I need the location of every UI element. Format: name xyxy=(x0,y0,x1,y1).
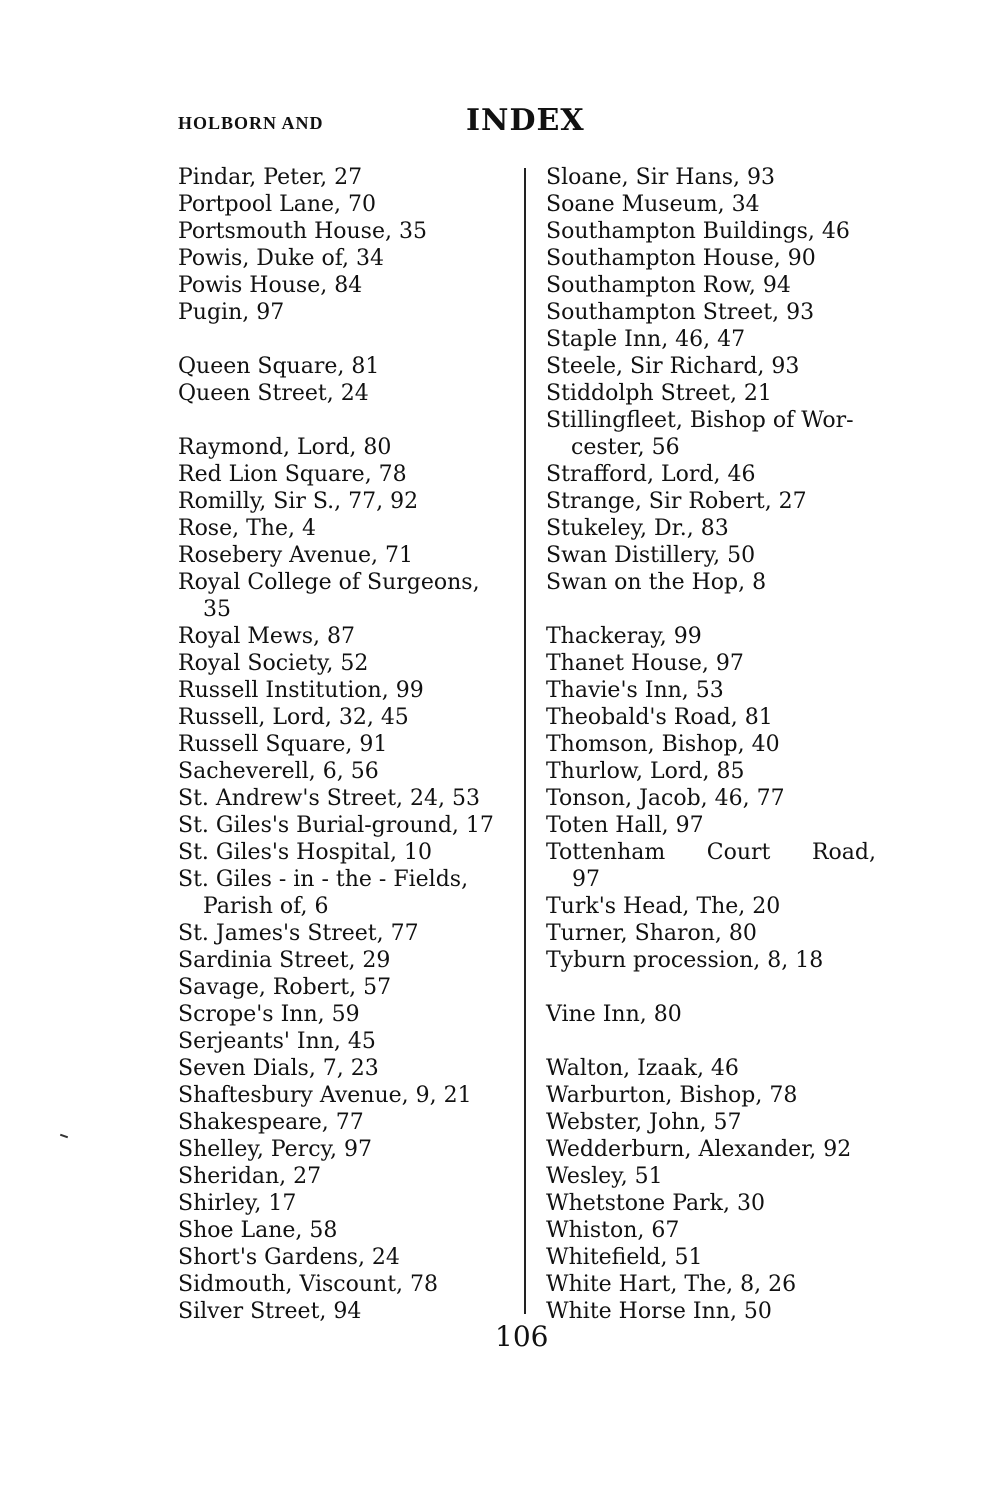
index-group-t-b xyxy=(546,893,876,974)
index-entry: Webster, John, 57 xyxy=(546,1110,742,1135)
column-divider xyxy=(524,168,526,1314)
index-entry: Sloane, Sir Hans, 93 xyxy=(546,165,776,190)
stray-mark xyxy=(60,1134,68,1139)
index-entry: Vine Inn, 80 xyxy=(546,1002,682,1027)
index-entry: Romilly, Sir S., 77, 92 xyxy=(178,489,419,514)
index-group-w xyxy=(546,1055,876,1325)
index-entry-word: Tottenham xyxy=(546,840,666,865)
index-entry: Russell Square, 91 xyxy=(178,732,388,757)
index-column-left xyxy=(178,164,508,1325)
running-head: HOLBORN AND xyxy=(178,113,324,133)
index-entry: White Horse Inn, 50 xyxy=(546,1299,772,1324)
index-entry: St. Giles's Hospital, 10 xyxy=(178,840,432,865)
index-entry: Russell Institution, 99 xyxy=(178,678,424,703)
index-entry-word: Road, xyxy=(811,840,876,865)
index-group-t-a xyxy=(546,623,876,839)
index-entry: Turk's Head, The, 20 xyxy=(546,894,781,919)
index-entry-word: Court xyxy=(706,840,771,865)
index-entry: Rose, The, 4 xyxy=(178,516,316,541)
index-entry: Seven Dials, 7, 23 xyxy=(178,1056,379,1081)
index-entry: Thanet House, 97 xyxy=(546,651,744,676)
index-entry: St. Andrew's Street, 24, 53 xyxy=(178,786,481,811)
index-entry: Thomson, Bishop, 40 xyxy=(546,732,780,757)
index-entry: Royal Society, 52 xyxy=(178,651,369,676)
index-entry: Shaftesbury Avenue, 9, 21 xyxy=(178,1083,472,1108)
index-entry: Sacheverell, 6, 56 xyxy=(178,759,379,784)
index-entry: Queen Street, 24 xyxy=(178,381,369,406)
index-entry: St. James's Street, 77 xyxy=(178,921,419,946)
index-group-r-a xyxy=(178,434,508,596)
index-entry: Pugin, 97 xyxy=(178,300,285,325)
page-title: INDEX xyxy=(466,103,585,138)
index-group-s xyxy=(178,920,508,1325)
index-entry: Southampton Buildings, 46 xyxy=(546,219,850,244)
index-entry: Whetstone Park, 30 xyxy=(546,1191,765,1216)
index-entry: Savage, Robert, 57 xyxy=(178,975,392,1000)
index-entry: Thurlow, Lord, 85 xyxy=(546,759,745,784)
index-entry: Royal Mews, 87 xyxy=(178,624,356,649)
index-entry: Russell, Lord, 32, 45 xyxy=(178,705,409,730)
index-entry: Steele, Sir Richard, 93 xyxy=(546,354,800,379)
index-entry-continuation: 35 xyxy=(203,597,231,622)
index-entry: Powis House, 84 xyxy=(178,273,363,298)
index-entry: Short's Gardens, 24 xyxy=(178,1245,400,1270)
index-entry: Toten Hall, 97 xyxy=(546,813,704,838)
index-group-q xyxy=(178,353,508,407)
group-gap xyxy=(178,326,508,353)
index-entry: Shelley, Percy, 97 xyxy=(178,1137,373,1162)
index-entry: Shakespeare, 77 xyxy=(178,1110,364,1135)
index-entry: Wedderburn, Alexander, 92 xyxy=(546,1137,852,1162)
index-entry: Raymond, Lord, 80 xyxy=(178,435,392,460)
index-entry: Walton, Izaak, 46 xyxy=(546,1056,739,1081)
index-entry: Thavie's Inn, 53 xyxy=(546,678,724,703)
index-entry: Swan on the Hop, 8 xyxy=(546,570,767,595)
index-entry: Sidmouth, Viscount, 78 xyxy=(178,1272,439,1297)
index-entry: Shoe Lane, 58 xyxy=(178,1218,338,1243)
index-entry: Southampton Row, 94 xyxy=(546,273,791,298)
index-entry: Whiston, 67 xyxy=(546,1218,680,1243)
index-entry: White Hart, The, 8, 26 xyxy=(546,1272,797,1297)
group-gap xyxy=(546,974,876,1001)
index-entry: Portsmouth House, 35 xyxy=(178,219,427,244)
index-entry: St. Giles's Burial-ground, 17 xyxy=(178,813,494,838)
index-group-r-b xyxy=(178,623,508,893)
index-entry: Serjeants' Inn, 45 xyxy=(178,1029,376,1054)
index-entry: Powis, Duke of, 34 xyxy=(178,246,385,271)
index-entry: Sheridan, 27 xyxy=(178,1164,322,1189)
index-entry: Stillingfleet, Bishop of Wor- xyxy=(546,408,854,433)
index-entry: Stukeley, Dr., 83 xyxy=(546,516,729,541)
index-entry-continuation: 97 xyxy=(572,867,600,892)
index-entry: Soane Museum, 34 xyxy=(546,192,760,217)
index-group-s-a xyxy=(546,164,876,434)
index-group-p xyxy=(178,164,508,326)
index-entry: Sardinia Street, 29 xyxy=(178,948,391,973)
index-group-s-b xyxy=(546,461,876,596)
index-entry: Swan Distillery, 50 xyxy=(546,543,756,568)
index-entry: Strange, Sir Robert, 27 xyxy=(546,489,807,514)
index-entry: Southampton House, 90 xyxy=(546,246,816,271)
index-entry: Tyburn procession, 8, 18 xyxy=(546,948,824,973)
index-entry: Tonson, Jacob, 46, 77 xyxy=(546,786,785,811)
index-entry: Queen Square, 81 xyxy=(178,354,380,379)
index-entry-continuation: Parish of, 6 xyxy=(203,894,329,919)
index-entry-continuation: cester, 56 xyxy=(571,435,680,460)
index-entry: Pindar, Peter, 27 xyxy=(178,165,363,190)
index-entry: Red Lion Square, 78 xyxy=(178,462,407,487)
index-entry: Portpool Lane, 70 xyxy=(178,192,377,217)
index-entry: Southampton Street, 93 xyxy=(546,300,815,325)
index-entry: Shirley, 17 xyxy=(178,1191,297,1216)
index-entry: Staple Inn, 46, 47 xyxy=(546,327,746,352)
index-entry: Strafford, Lord, 46 xyxy=(546,462,756,487)
index-entry: Wesley, 51 xyxy=(546,1164,663,1189)
index-entry: Silver Street, 94 xyxy=(178,1299,362,1324)
index-entry: Thackeray, 99 xyxy=(546,624,702,649)
group-gap xyxy=(178,407,508,434)
page-number: 106 xyxy=(495,1320,549,1353)
group-gap xyxy=(546,1028,876,1055)
index-entry: Royal College of Surgeons, xyxy=(178,570,480,595)
index-entry: Turner, Sharon, 80 xyxy=(546,921,757,946)
index-entry: Whitefield, 51 xyxy=(546,1245,703,1270)
index-entry: Theobald's Road, 81 xyxy=(546,705,773,730)
index-entry: St. Giles - in - the - Fields, xyxy=(178,867,469,892)
index-group-v xyxy=(546,1001,876,1028)
index-entry: Rosebery Avenue, 71 xyxy=(178,543,413,568)
group-gap xyxy=(546,596,876,623)
index-entry: Scrope's Inn, 59 xyxy=(178,1002,360,1027)
index-column-right xyxy=(546,164,876,1325)
index-entry: Warburton, Bishop, 78 xyxy=(546,1083,798,1108)
index-entry-tottenham xyxy=(546,839,876,866)
index-entry: Stiddolph Street, 21 xyxy=(546,381,772,406)
